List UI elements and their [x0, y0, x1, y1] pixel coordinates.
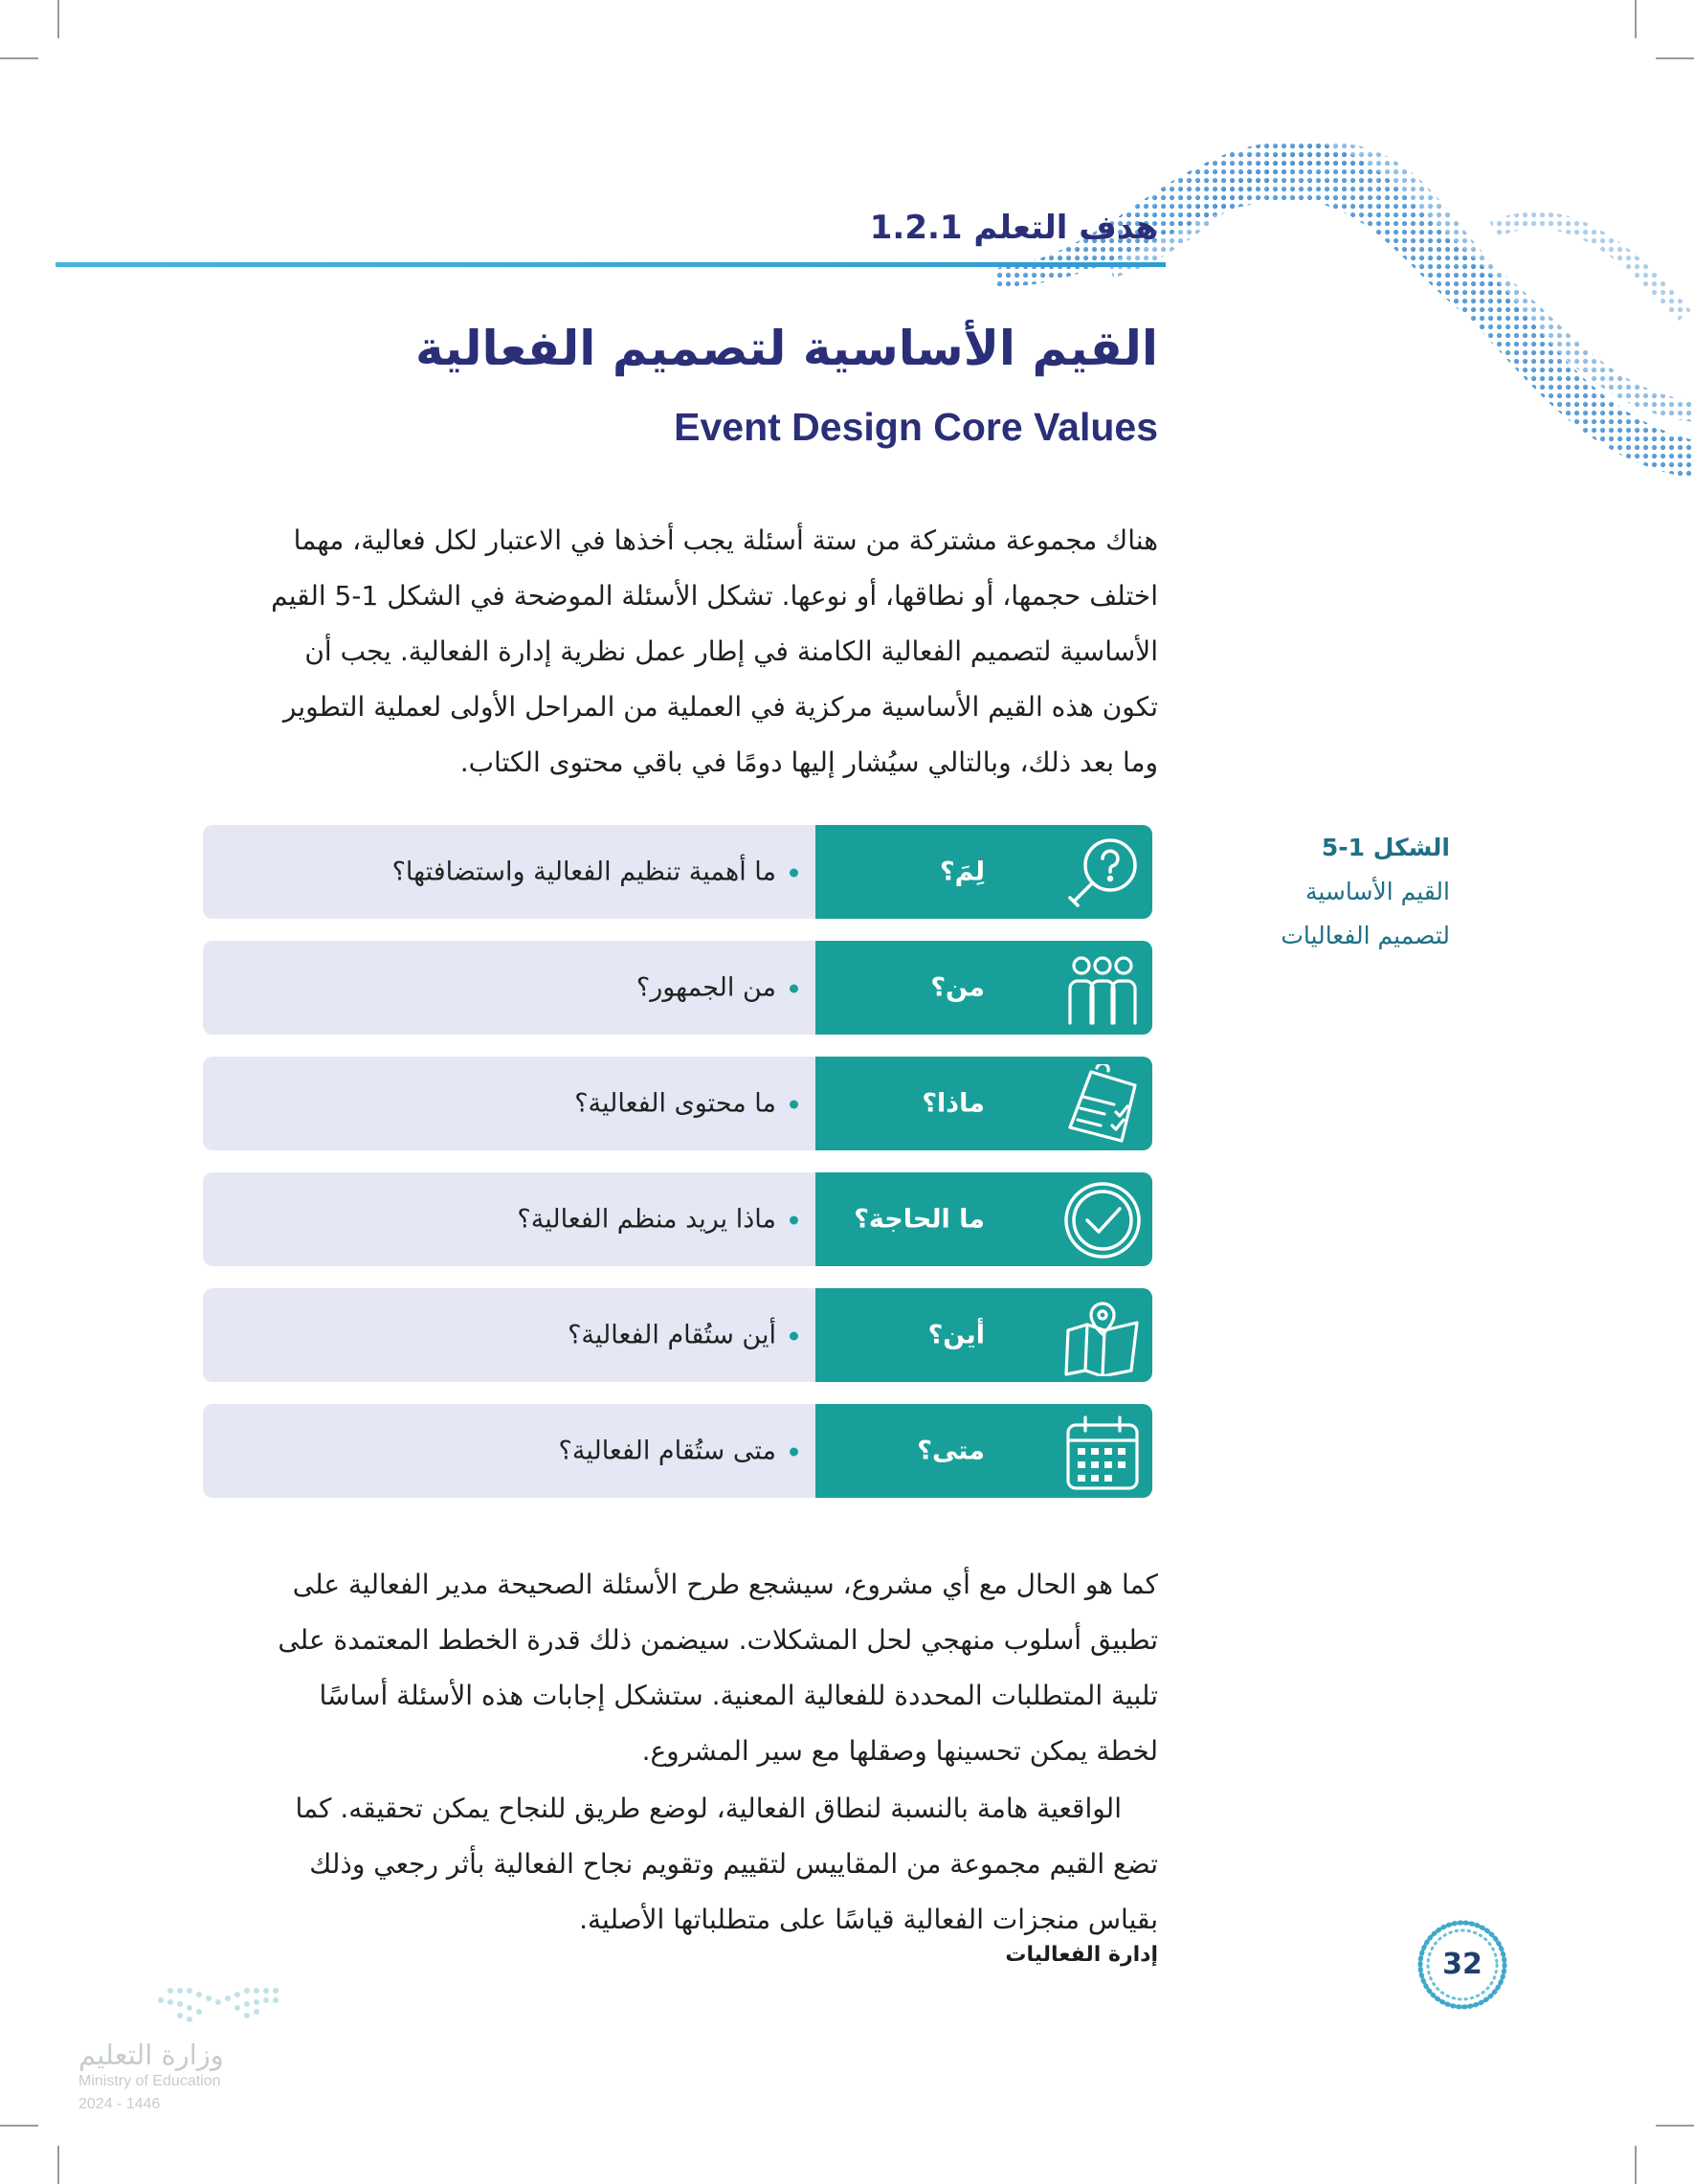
closing-paragraph [201, 1557, 1158, 1779]
paragraph-line: تطبيق أسلوب منهجي لحل المشكلات. سيضمن ذلك قدرة الخطط المعتمدة على [278, 1624, 1158, 1656]
calendar-icon [1062, 1412, 1143, 1492]
question-panel [815, 1172, 1152, 1266]
paragraph-line: تضع القيم مجموعة من المقاييس لتقييم وتقويم نجاح الفعالية بأثر رجعي وذلك [309, 1848, 1158, 1880]
bullet-dot [790, 1216, 798, 1225]
checkmark-circle-icon [1062, 1180, 1143, 1260]
paragraph-line: اختلف حجمها، أو نطاقها، أو نوعها. تشكل الأسئلة الموضحة في الشكل 1-5 القيم [271, 580, 1158, 612]
answer-label: ما أهمية تنظيم الفعالية واستضافتها؟ [391, 857, 776, 887]
core-value-row-why [203, 825, 1152, 919]
question-label: ماذا؟ [922, 1088, 985, 1119]
paragraph-line: الواقعية هامة بالنسبة لنطاق الفعالية، لوضع طريق للنجاح يمكن تحقيقه. كما [295, 1793, 1122, 1824]
core-value-row-what [203, 1057, 1152, 1150]
people-group-icon [1062, 948, 1143, 1029]
goal-divider-line [56, 262, 1166, 267]
learning-goal-label: هدف التعلم 1.2.1 [869, 209, 1158, 247]
paragraph-line: الأساسية لتصميم الفعالية الكامنة في إطار عمل نظرية إدارة الفعالية. يجب أن [304, 635, 1158, 667]
figure-number: الشكل 1-5 [1321, 834, 1450, 861]
core-values-figure [203, 825, 1152, 1520]
answer-text [574, 1089, 798, 1119]
crop-mark [0, 2125, 38, 2127]
question-label: لِمَ؟ [940, 857, 985, 887]
core-value-row-need [203, 1172, 1152, 1266]
question-panel [815, 941, 1152, 1035]
question-panel [815, 1057, 1152, 1150]
answer-text [392, 858, 798, 887]
intro-paragraph [191, 513, 1158, 791]
figure-caption [1281, 826, 1450, 958]
clipboard-checklist-icon [1062, 1064, 1143, 1145]
ministry-logo-icon [78, 1981, 327, 2039]
answer-label: أين ستُقام الفعالية؟ [568, 1320, 776, 1350]
crop-mark [1635, 2146, 1637, 2184]
paragraph-line: لخطة يمكن تحسينها وصقلها مع سير المشروع. [641, 1735, 1158, 1767]
question-label: من؟ [930, 972, 985, 1003]
ministry-name-arabic: وزارة التعليم [78, 2039, 224, 2071]
page-title-arabic: القيم الأساسية لتصميم الفعالية [415, 321, 1158, 376]
paragraph-line: بقياس منجزات الفعالية قياسًا على متطلباتها الأصلية. [579, 1904, 1158, 1935]
crop-mark [1635, 0, 1637, 38]
crop-mark [57, 2146, 59, 2184]
question-panel [815, 1288, 1152, 1382]
paragraph-line: تكون هذه القيم الأساسية مركزية في العملية من المراحل الأولى لعملية التطوير [282, 691, 1158, 723]
page-title-english: Event Design Core Values [674, 405, 1158, 449]
core-value-row-who [203, 941, 1152, 1035]
question-magnifier-icon [1062, 833, 1143, 913]
answer-text [559, 1437, 798, 1466]
figure-caption-line: لتصميم الفعاليات [1281, 922, 1450, 949]
question-label: أين؟ [927, 1320, 985, 1350]
question-label: ما الحاجة؟ [854, 1204, 985, 1235]
bullet-dot [790, 985, 798, 993]
ministry-name-english: Ministry of Education [78, 2073, 221, 2089]
answer-text [636, 973, 798, 1003]
crop-mark [1656, 57, 1694, 59]
core-value-row-where [203, 1288, 1152, 1382]
question-label: متى؟ [917, 1436, 985, 1466]
answer-label: متى ستُقام الفعالية؟ [558, 1436, 776, 1466]
crop-mark [57, 0, 59, 38]
question-panel [815, 825, 1152, 919]
ministry-year: 2024 - 1446 [78, 2096, 161, 2112]
crop-mark [1656, 2125, 1694, 2127]
core-value-row-when [203, 1404, 1152, 1498]
paragraph-line: وما بعد ذلك، وبالتالي سيُشار إليها دومًا في باقي محتوى الكتاب. [459, 747, 1158, 778]
bullet-dot [790, 1101, 798, 1109]
map-pin-icon [1062, 1296, 1143, 1376]
paragraph-line: هناك مجموعة مشتركة من ستة أسئلة يجب أخذها في الاعتبار لكل فعالية، مهما [293, 524, 1158, 556]
bullet-dot [790, 1332, 798, 1341]
answer-label: من الجمهور؟ [635, 972, 776, 1003]
answer-label: ما محتوى الفعالية؟ [574, 1088, 776, 1119]
page-number-badge [1415, 1917, 1510, 2013]
bullet-dot [790, 1448, 798, 1457]
paragraph-line: تلبية المتطلبات المحددة للفعالية المعنية. ستشكل إجابات هذه الأسئلة أساسًا [319, 1680, 1158, 1711]
bullet-dot [790, 869, 798, 878]
figure-caption-line: القيم الأساسية [1304, 878, 1450, 905]
answer-label: ماذا يريد منظم الفعالية؟ [517, 1204, 776, 1235]
closing-paragraph [201, 1781, 1158, 1948]
question-panel [815, 1404, 1152, 1498]
page-number: 32 [1442, 1948, 1482, 1981]
crop-mark [0, 57, 38, 59]
answer-text [568, 1321, 798, 1350]
paragraph-line: كما هو الحال مع أي مشروع، سيشجع طرح الأسئلة الصحيحة مدير الفعالية على [292, 1569, 1158, 1600]
answer-text [517, 1205, 798, 1235]
book-title: إدارة الفعاليات [1005, 1943, 1158, 1967]
